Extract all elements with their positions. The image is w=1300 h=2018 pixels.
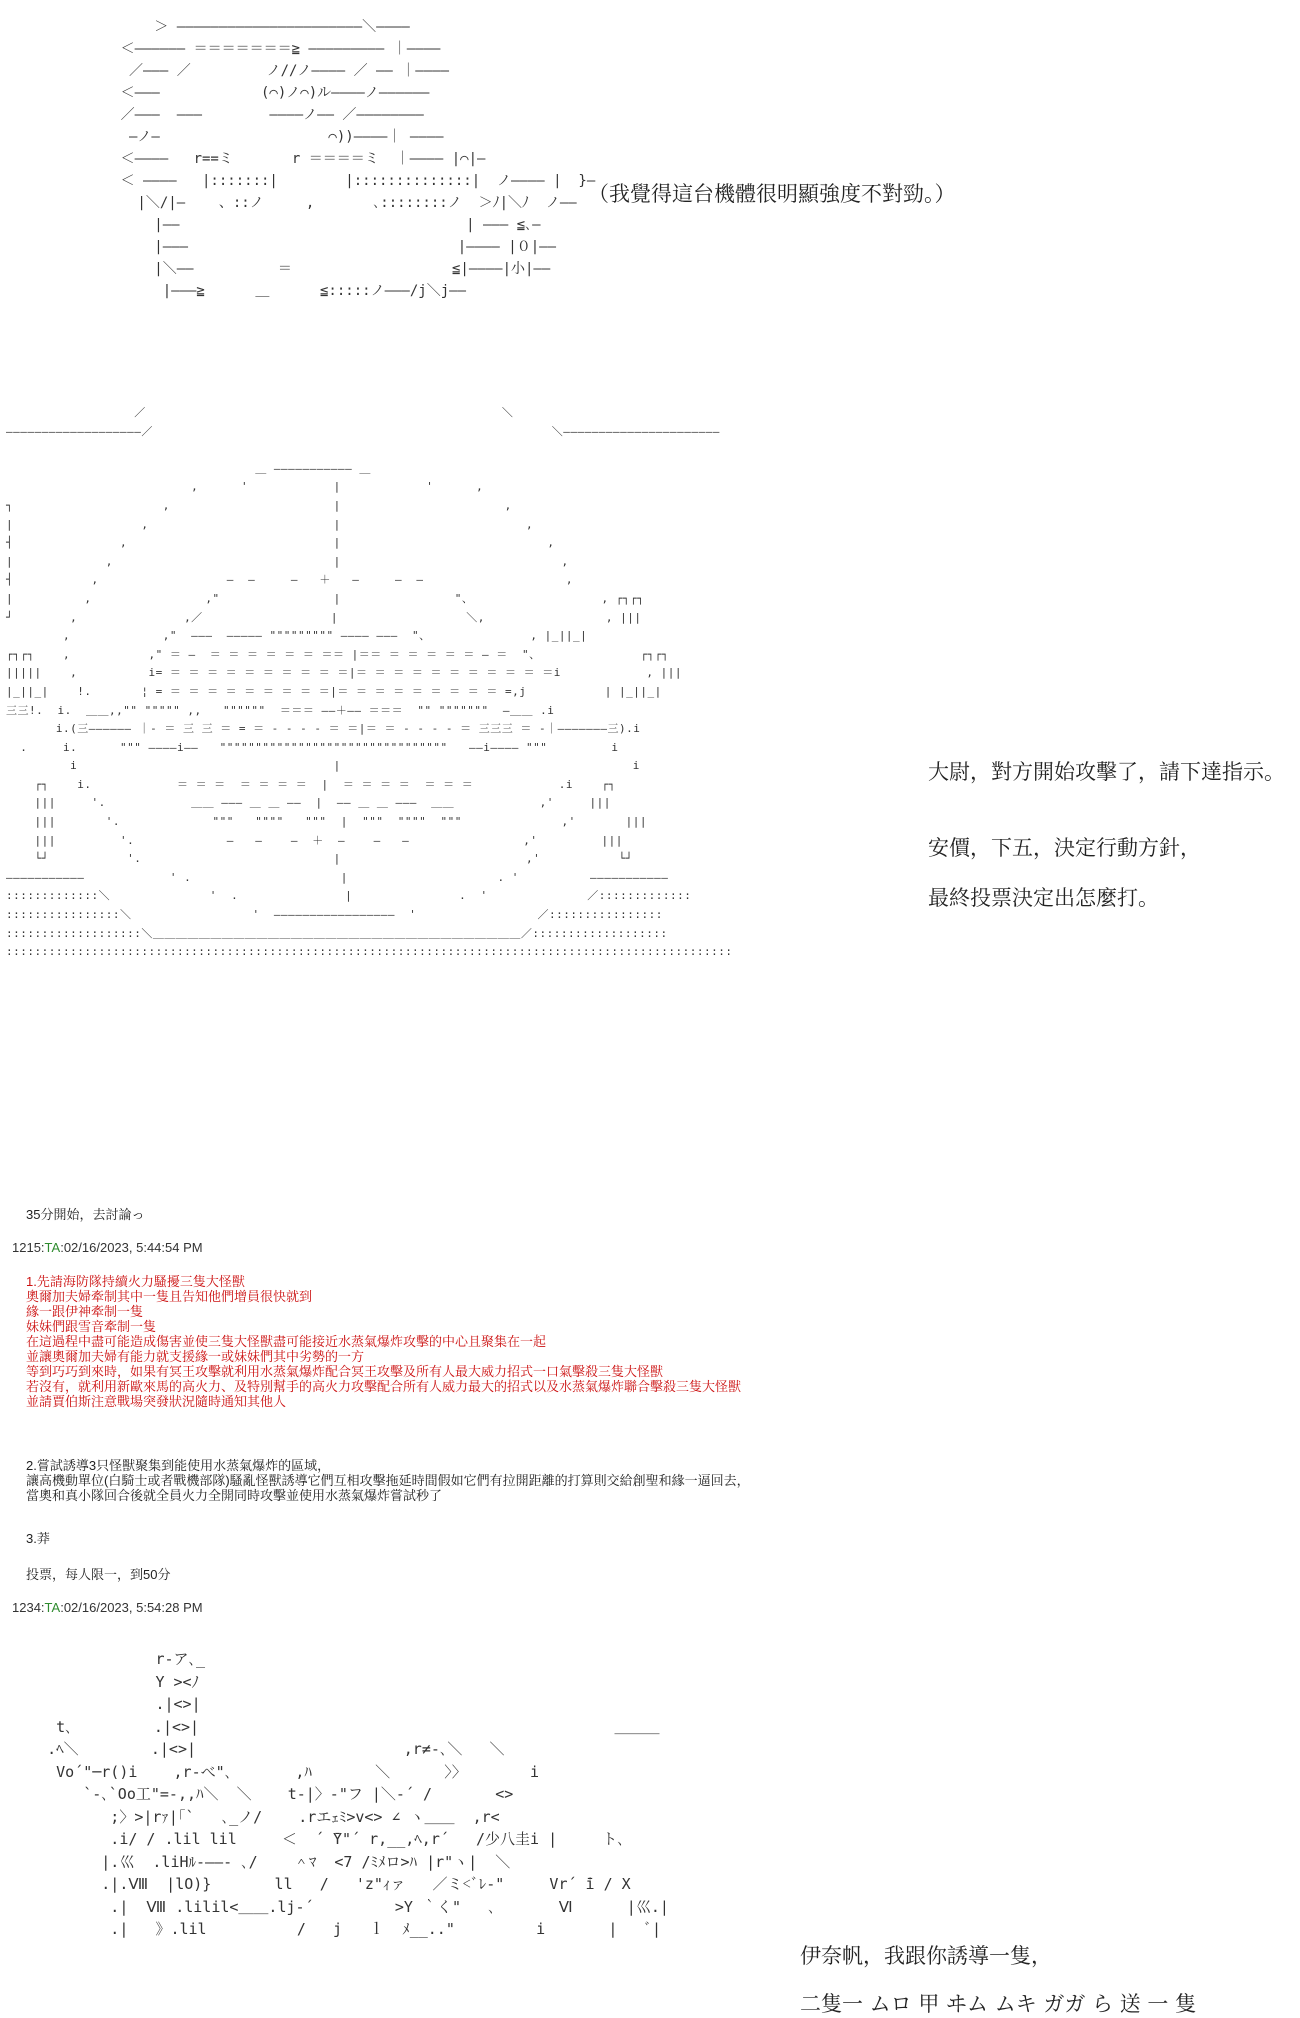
officer-line-1: 大尉，對方開始攻擊了，請下達指示。: [928, 760, 1285, 784]
vote-option-1-block: [26, 1274, 741, 1409]
vote-option-1-line: 緣一跟伊神牽制一隻: [26, 1304, 144, 1319]
vote-option-2-line: 2.嘗試誘導3只怪獸聚集到能使用水蒸氣爆炸的區域，: [26, 1458, 331, 1473]
vote-option-1-line: 等到巧巧到來時，如果有冥王攻擊就利用水蒸氣爆炸配合冥王攻擊及所有人最大威力招式一口氣擊殺三隻大怪獸: [26, 1364, 664, 1379]
post-number: 1234:: [12, 1600, 45, 1615]
vote-option-2-line: 當奧和真小隊回合後就全員火力全開同時攻擊並使用水蒸氣爆炸嘗試秒了: [26, 1488, 443, 1503]
vote-option-1-line: 1.先請海防隊持續火力騷擾三隻大怪獸: [26, 1274, 245, 1289]
ascii-art-pilot-face: ＞ ――――――――――――――――――――――＼―――― ＜―――――― ＝＝＝＝＝＝＝≧ ――――――――― ｜―――― ／――― ／ ノ//ノ―――― ／ ―― ｜―――― ＜――― (⌒)ノ⌒)ル――――ノ―――――― ／――― ――― ――――ノ―― ／―――――――― ―ノ― ⌒))――――｜ ―――― ＜―――― r==ミ r ＝＝＝＝ミ ｜―――― |⌒|― ＜ ―――― |:::::::| |::::::::::::::| ノ―――― | }― |＼/|― 、::ノ , ､::::::::ノ ＞ﾉ|＼ﾉ ノ―― |―― | ――― ≦､― |――― |―――― |０|―― |＼―― ＝ ≦|――――|小|―― |―――≧ ＿ ≦:::::ノ―――/j＼j――: [120, 19, 596, 299]
pilot-thought-text: （我覺得這台機體很明顯強度不對勁。）: [588, 182, 956, 206]
post-header-1215: [12, 1240, 203, 1256]
vote-option-2-line: 讓高機動單位(白騎士或者戰機部隊)騷亂怪獸誘導它們互相攻擊拖延時間假如它們有拉開距離的打算則交給創聖和緣一逼回去，: [26, 1473, 750, 1488]
officer-line-2: 安價，下五，決定行動方針，: [928, 836, 1201, 860]
vote-rule-note: 投票，每人限一，到50分: [26, 1567, 171, 1582]
vote-option-1-line: 在這過程中盡可能造成傷害並使三隻大怪獸盡可能接近水蒸氣爆炸攻擊的中心且聚集在一起: [26, 1334, 547, 1349]
vote-option-1-line: 並請賈伯斯注意戰場突發狀況隨時通知其他人: [26, 1394, 287, 1409]
vote-option-3: 3.莽: [26, 1531, 50, 1546]
officer-line-3: 最終投票決定出怎麼打。: [928, 886, 1159, 910]
post-date: :02/16/2023, 5:54:28 PM: [60, 1600, 203, 1615]
vote-option-2-block: [26, 1458, 750, 1503]
post-date: :02/16/2023, 5:44:54 PM: [60, 1240, 203, 1255]
ascii-art-cockpit-radar: ／ ＼ ―――――――――――――――――――／ ＼―――――――――――――――――――――― ＿ ――――――――――― ＿ , ' | ' , ┐ , | , | , | , ┤ , | , | , | , ┤ , ― ― ― ＋ ― ― ― , | , ," | "、 , ┌┐┌┐ ┘ , ,／ | ＼, , ||| , ," ――― ――――― """"""""" ―――― ――― "、 , |_||_| ┌┐┌┐ , ," ＝ ― ＝ ＝ ＝ ＝ ＝ ＝ ＝＝ |＝＝ ＝ ＝ ＝ ＝ ＝ ― ＝ "、 ┌┐┌┐ ||||| , i= ＝ ＝ ＝ ＝ ＝ ＝ ＝ ＝ ＝ ＝|＝ ＝ ＝ ＝ ＝ ＝ ＝ ＝ ＝ ＝ ＝i , ||| |_||_| !. ¦ = ＝ ＝ ＝ ＝ ＝ ＝ ＝ ＝ ＝|＝ ＝ ＝ ＝ ＝ ＝ ＝ ＝ ＝ =,j | |_||_| 三三!. i. ＿＿,,"" """"" ,, """""" ＝＝＝ ――＋―― ＝＝＝ "" """"""" ―＿＿ .i i.(三―――――― ｜- ＝ 三 三 ＝ = ＝ - - - - ＝ ＝|＝ ＝ - - - - ＝ 三三三 ＝ -｜―――――――三).i . i. """ ――――i―― """""""""""""""""""""""""""""""" ――i―――― """ i i | i ┌┐ i. ＝ ＝ ＝ ＝ ＝ ＝ ＝ | ＝ ＝ ＝ ＝ ＝ ＝ ＝ .i ┌┐ ||| '. ＿＿ ――― ＿ ＿ ―― | ―― ＿ ＿ ――― ＿＿ ,' ||| ||| '. """ """" """ | """ """" """ ,' ||| ||| '. ― ― ― ＋ ― ― ― ,' ||| └┘ '. | ,' └┘ ――――――――――― ' . | . ' ――――――――――― :::::::::::::＼ ' . | . ' ／::::::::::::: ::::::::::::::::＼ ' ――――――――――――――――― ' ／:::::::::::::::: :::::::::::::::::::＼＿＿＿＿＿＿＿＿＿＿＿＿＿＿＿＿＿＿＿＿＿＿＿＿＿＿＿＿＿＿＿＿／::::::::::::::::::: ::::::::::::::::::::::::::::::::::::::::::::::::::::::::::::::::::::::::::::::::::::::::::::::::::::::: [6, 406, 733, 959]
vote-option-1-line: 並讓奧爾加夫婦有能力就支援緣一或妹妹們其中劣勢的一方: [26, 1349, 365, 1364]
vote-option-1-line: 若沒有，就利用新歐來馬的高火力、及特別幫手的高火力攻擊配合所有人威力最大的招式以及水蒸氣爆炸聯合擊殺三隻大怪獸: [26, 1379, 742, 1394]
post-user[interactable]: TA: [44, 1240, 61, 1255]
vote-option-1-line: 奧爾加夫婦牽制其中一隻且告知他們增員很快就到: [26, 1289, 313, 1304]
discussion-start-note: 35分開始，去討論っ: [26, 1207, 145, 1222]
ascii-art-mecha-robot: r-ア､_ Y ><ﾉ .|<>| t､ .|<>| ＿＿＿ .ﾍ＼ .|<>| ,r≠-､＼ ＼ Vo´"─r()i ,r-べ"､ ,ﾊ ＼ 〉〉 i `-､`Oo工"=-,,ﾊ＼ ＼ t-|〉-"フ |＼-´ / <> ;〉>|rｧ|｢` ､_ノ/ .rエｪﾐ>v<> ∠ ヽ＿＿ ,r< .i/ / .lil lil ＜ ´ ̄Y"´ r,__,ﾍ,r´ /少八圭i | ト､ |.巛 .liHﾙ-――- ､/ ＾ﾏ <7 /ﾐﾒロ>ﾊ |r"ヽ| ＼ .|.Ⅷ |lO)} ll / 'z"ｨァ ／ミ<ﾞﾚ-" Vr´ ̄i / X .| Ⅷ .lilil<＿＿.lj-´ >Y ｀く" ､ Ⅵ |巛.| .| 》.lil / j ｌ ﾒ__.." i | ﾞ|: [47, 1650, 669, 1938]
post-number: 1215:: [12, 1240, 45, 1255]
post-user[interactable]: TA: [44, 1600, 61, 1615]
robot-line-1: 伊奈帆，我跟你誘導一隻，: [800, 1944, 1052, 1968]
robot-line-2-partial: 二隻一 ムロ 甲 ヰム ムキ ガガ ら 送 一 隻: [800, 1992, 1197, 2016]
vote-option-1-line: 妹妹們跟雪音牽制一隻: [26, 1319, 157, 1334]
post-header-1234: [12, 1600, 203, 1616]
